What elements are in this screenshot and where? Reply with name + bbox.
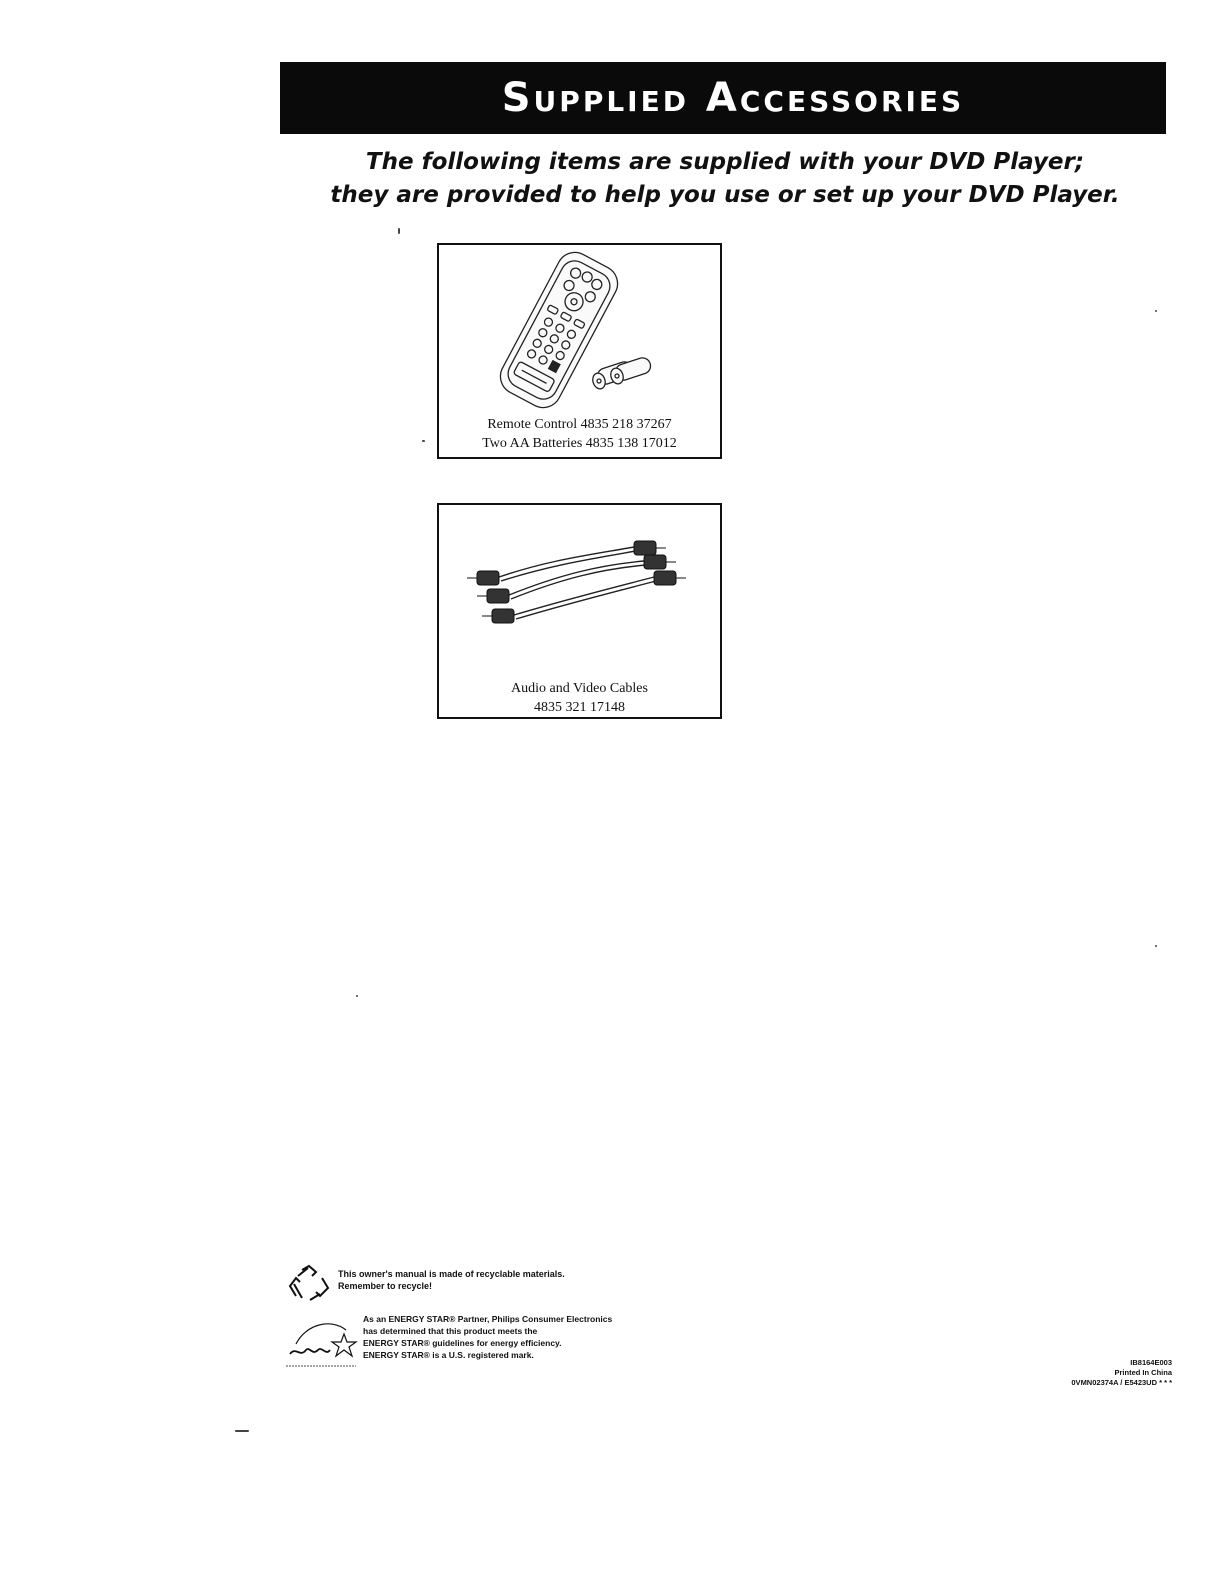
cables-part-number: 4835 321 17148	[534, 700, 625, 715]
energy-line-3: ENERGY STAR® guidelines for energy efficiency.	[363, 1338, 562, 1348]
energy-star-notice	[286, 1310, 706, 1380]
scan-speck	[235, 1430, 249, 1432]
scan-speck	[356, 995, 358, 997]
code-line-2: Printed In China	[1114, 1368, 1172, 1377]
remote-control-part-number: Remote Control 4835 218 37267	[487, 417, 672, 432]
code-line-1: IB8164E003	[1130, 1358, 1172, 1367]
intro-line-2: they are provided to help you use or set up your DVD Player.	[330, 182, 1120, 208]
av-cables-item	[437, 503, 722, 719]
recycle-notice	[288, 1264, 688, 1304]
remote-control-item	[437, 243, 722, 459]
energy-star-logo	[286, 1310, 358, 1374]
scan-speck	[398, 228, 400, 234]
scan-speck	[1155, 945, 1157, 947]
energy-line-1: As an ENERGY STAR® Partner, Philips Consumer Electronics	[363, 1314, 613, 1324]
code-line-3: 0VMN02374A / E5423UD * * *	[1071, 1378, 1172, 1387]
recycle-line-2: Remember to recycle!	[338, 1281, 433, 1291]
intro-line-1: The following items are supplied with your DVD Player;	[365, 149, 1085, 175]
energy-line-2: has determined that this product meets the	[363, 1326, 538, 1336]
recycle-line-1: This owner's manual is made of recyclable materials.	[338, 1269, 565, 1279]
intro-text	[300, 146, 1150, 212]
title-bar	[280, 62, 1166, 134]
batteries-part-number: Two AA Batteries 4835 138 17012	[482, 436, 677, 451]
cables-name: Audio and Video Cables	[511, 681, 648, 696]
page-title: Supplied Accessories	[501, 75, 965, 121]
energy-line-4: ENERGY STAR® is a U.S. registered mark.	[363, 1350, 534, 1360]
scan-speck	[422, 440, 425, 442]
cables-caption	[439, 679, 720, 717]
scan-speck	[1155, 310, 1157, 312]
document-code	[1071, 1358, 1172, 1388]
remote-caption	[439, 415, 720, 453]
recycle-icon	[288, 1264, 330, 1304]
